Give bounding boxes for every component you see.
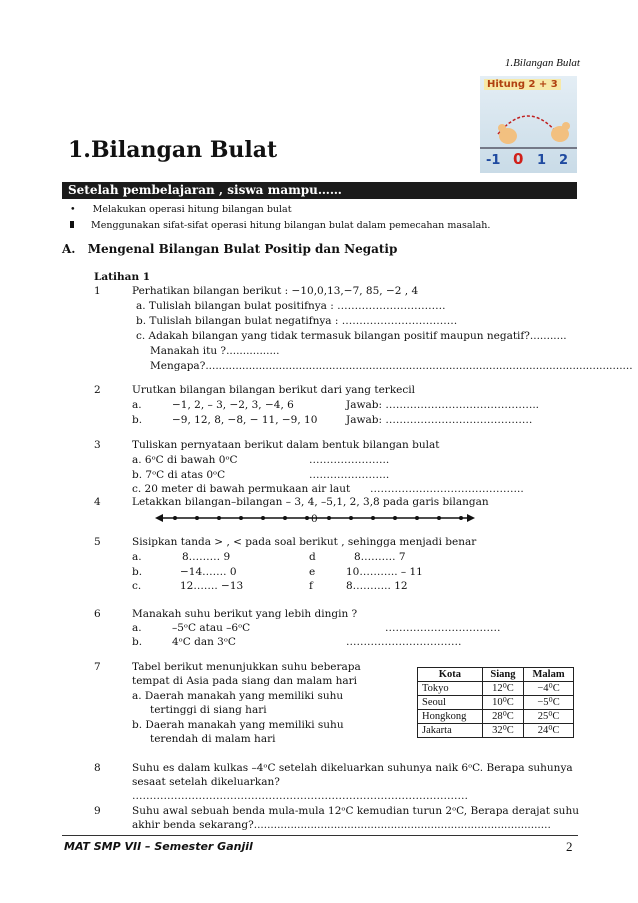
q2-b-label: b. [132,414,143,426]
q5-row-item: 12……. −13 [180,580,244,592]
number-line-tick [371,516,375,520]
q4-text: Letakkan bilangan–bilangan – 3, 4, –5,1, 2, 3,8 pada garis bilangan [132,496,489,508]
q2-number: 2 [94,384,101,396]
q7-line2: tempat di Asia pada siang dan malam hari [132,675,358,687]
q3-a: a. 6ᵒC di bawah 0ᵒC [132,454,238,466]
q1-c: c. Adakah bilangan yang tidak termasuk bilangan positif maupun negatif?........... [136,330,567,342]
number-line-tick [239,516,243,520]
bullet-icon [70,221,74,228]
q4-number: 4 [94,496,101,508]
q7-a2: tertinggi di siang hari [150,704,267,716]
table-cell: 25⁰C [524,710,574,724]
q5-number: 5 [94,536,101,548]
q5-row-label: d [309,551,316,563]
arrow-right-icon [467,514,475,522]
arrow-left-icon [155,514,163,522]
q1-number: 1 [94,285,101,297]
q1-c3: Mengapa?................................................................................................................................ [150,360,633,372]
number-line-tick [261,516,265,520]
table-cell: −4⁰C [524,682,574,696]
number-line-tick [305,516,309,520]
thumb-num-1: 1 [537,153,547,168]
q2-b-text: −9, 12, 8, −8, − 11, −9, 10 [172,414,318,426]
q8-number: 8 [94,762,101,774]
table-cell: 32⁰C [482,724,523,738]
q7-b1: b. Daerah manakah yang memiliki suhu [132,719,344,731]
q3-b: b. 7ᵒC di atas 0ᵒC [132,469,226,481]
q6-number: 6 [94,608,101,620]
q5-text: Sisipkan tanda > , < pada soal berikut , sehingga menjadi benar [132,536,477,548]
q1-b: b. Tulislah bilangan bulat negatifnya : …………………………… [136,315,458,327]
q7-line1: Tabel berikut menunjukkan suhu beberapa [132,661,361,673]
q5-row-label: f [309,580,313,592]
table-cell: −5⁰C [524,696,574,710]
thumb-num-2: 2 [559,153,569,168]
number-line-tick [415,516,419,520]
q6-b-label: b. [132,636,143,648]
q9-number: 9 [94,805,101,817]
q3-number: 3 [94,439,101,451]
number-line-tick [173,516,177,520]
q5-row-item: 8………. 7 [354,551,406,563]
q7-number: 7 [94,661,101,673]
q1-text: Perhatikan bilangan berikut : −10,0,13,−7, 85, −2 , 4 [132,285,419,297]
q6-b-text: 4ᵒC dan 3ᵒC [172,636,236,648]
objective-item: • Melakukan operasi hitung bilangan bulat [70,204,292,215]
q2-a-answer: Jawab: …………………………………….. [346,399,539,411]
q3-c: c. 20 meter di bawah permukaan air laut [132,483,351,495]
q5-row-label: c. [132,580,142,592]
page-number: 2 [566,839,573,854]
number-line-tick [393,516,397,520]
q5-row-item: −14……. 0 [180,566,237,578]
q5-row-item: 8……….. 12 [346,580,408,592]
q5-row-item: 10……….. – 11 [346,566,423,578]
q1-a: a. Tulislah bilangan bulat positifnya : …………………………. [136,300,446,312]
q3-a-dots: ………………….. [309,454,390,466]
table-cell: 28⁰C [482,710,523,724]
q3-c-dots: …………………………………….. [370,483,524,495]
exercise-title: Latihan 1 [94,271,151,283]
table-header: Siang [482,668,523,682]
number-line-tick [459,516,463,520]
table-header: Kota [418,668,483,682]
number-line-tick [327,516,331,520]
q1-c2: Manakah itu ?................ [150,345,280,357]
bullet-icon: • [70,204,76,215]
q6-text: Manakah suhu berikut yang lebih dingin ? [132,608,358,620]
q8-line2: sesaat setelah dikeluarkan? [132,776,280,788]
q8-line1: Suhu es dalam kulkas –4ᵒC setelah dikeluarkan suhunya naik 6ᵒC. Berapa suhunya [132,762,573,774]
table-row [418,682,574,696]
thumbnail-caption: Hitung 2 + 3 [484,79,561,90]
table-row [418,696,574,710]
q2-b-answer: Jawab: …………………………………… [346,414,533,426]
number-line-tick [437,516,441,520]
table-header: Malam [524,668,574,682]
number-line-tick [283,516,287,520]
q9-line1: Suhu awal sebuah benda mula-mula 12ᵒC kemudian turun 2ᵒC, Berapa derajat suhu [132,805,579,817]
q2-a-text: −1, 2, – 3, −2, 3, −4, 6 [172,399,294,411]
q5-row-label: b. [132,566,143,578]
thumb-num-0: 0 [513,150,524,168]
q7-a1: a. Daerah manakah yang memiliki suhu [132,690,344,702]
q5-row-item: 8……… 9 [182,551,231,563]
objectives-heading-text: Setelah pembelajaran , siswa mampu…… [68,183,342,197]
q3-b-dots: ………………….. [309,469,390,481]
q6-a-text: –5ᵒC atau –6ᵒC [172,622,251,634]
table-cell: 24⁰C [524,724,574,738]
objective-item: Menggunakan sifat-sifat operasi hitung bilangan bulat dalam pemecahan masalah. [70,220,490,231]
q5-row-label: e [309,566,316,578]
q7-b2: terendah di malam hari [150,733,276,745]
table-cell: Seoul [418,696,483,710]
table-cell: 10⁰C [482,696,523,710]
q2-text: Urutkan bilangan bilangan berikut dari yang terkecil [132,384,415,396]
thumb-num-neg1: -1 [486,153,501,168]
table-row [418,710,574,724]
number-line-tick [217,516,221,520]
q2-a-label: a. [132,399,142,411]
footer-left: MAT SMP VII – Semester Ganjil [64,840,253,853]
table-cell: Jakarta [418,724,483,738]
table-header-row [418,668,574,682]
objectives-heading [62,182,577,199]
chapter-title: 1.Bilangan Bulat [68,137,278,163]
number-line-tick [349,516,353,520]
number-line-tick [195,516,199,520]
table-cell: Hongkong [418,710,483,724]
section-a-heading: A. Mengenal Bilangan Bulat Positip dan Negatip [62,242,398,256]
q8-line3: …………………………………………………………………………………… [132,790,468,802]
table-cell: 12⁰C [482,682,523,696]
q9-line2: akhir benda sekarang?......................................................................................... [132,819,551,831]
q5-row-label: a. [132,551,142,563]
q6-a-label: a. [132,622,142,634]
table-cell: Tokyo [418,682,483,696]
chapter-thumbnail [480,76,577,173]
running-header: 1.Bilangan Bulat [504,57,580,69]
table-row [418,724,574,738]
number-line-zero: 0 [311,513,318,525]
q6-a-dots: …………………………… [385,622,501,634]
q6-b-dots: …………………………… [346,636,462,648]
temperature-table [417,667,574,738]
footer-rule [62,835,578,836]
q3-text: Tuliskan pernyataan berikut dalam bentuk bilangan bulat [132,439,440,451]
